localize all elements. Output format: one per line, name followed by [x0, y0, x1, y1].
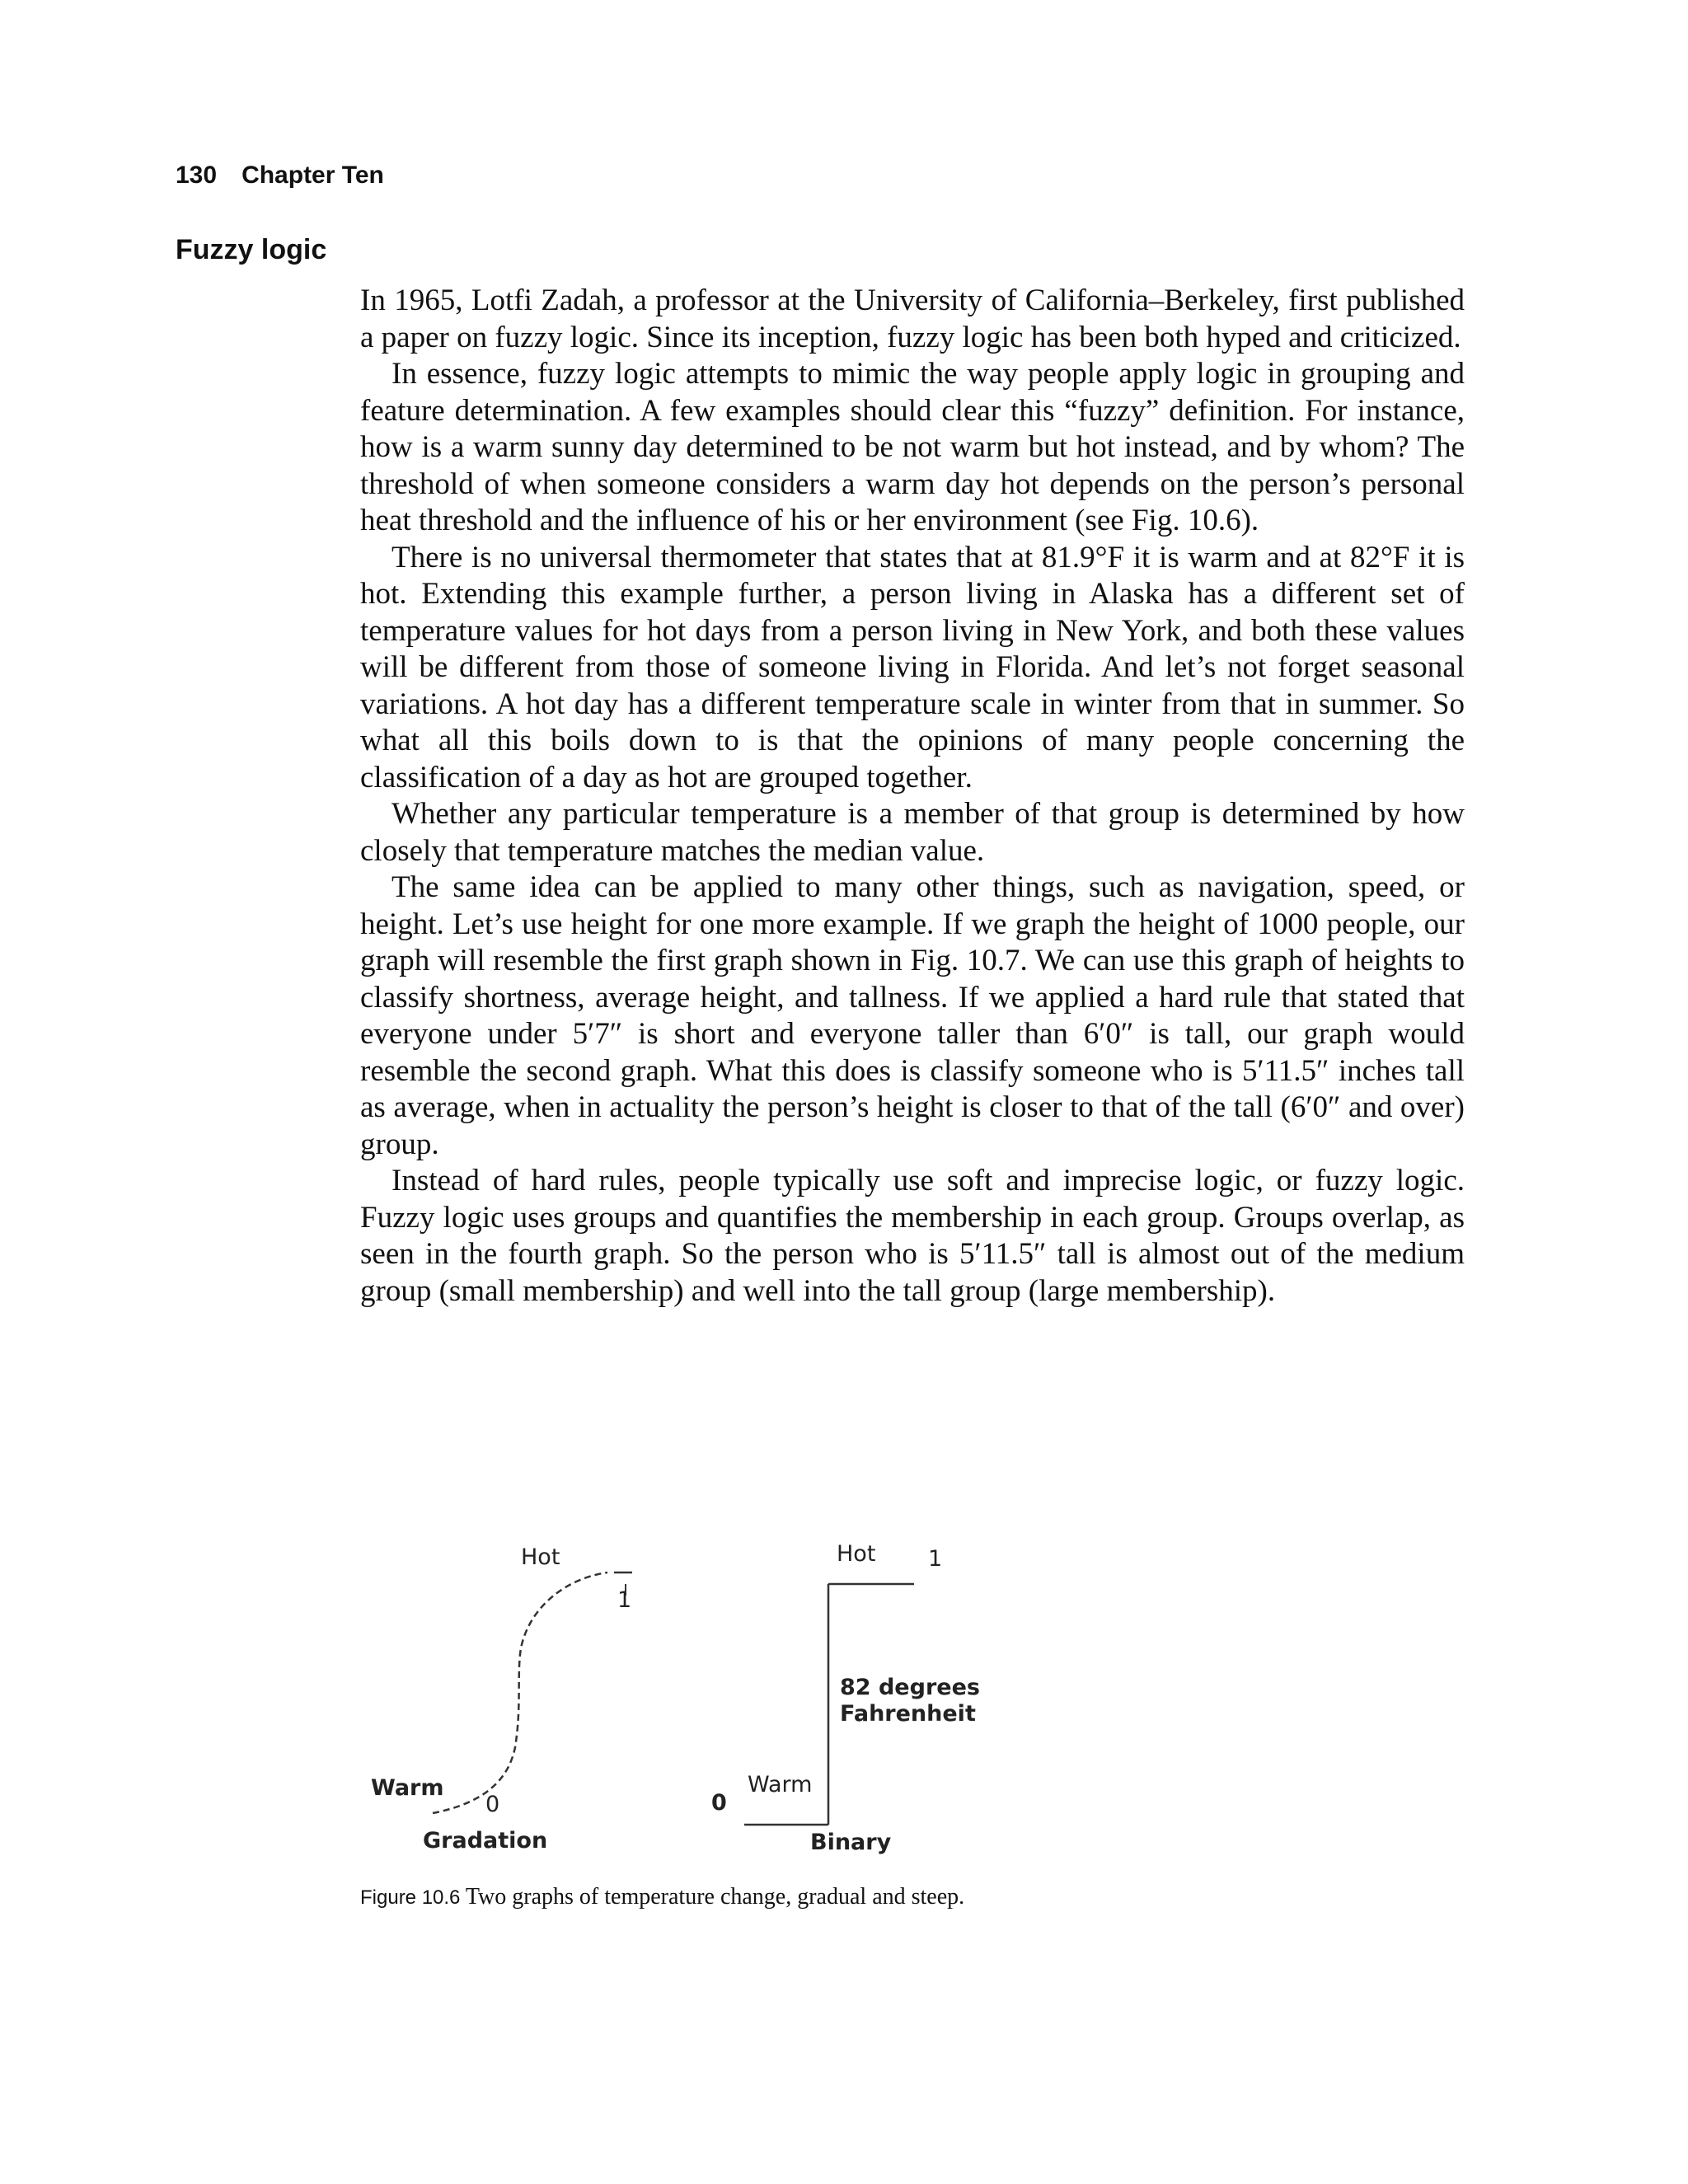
binary-one-label: 1 [928, 1546, 943, 1572]
binary-threshold-line1: 82 degrees [840, 1675, 980, 1700]
gradation-zero-label: 0 [485, 1792, 500, 1817]
gradation-title: Gradation [423, 1828, 548, 1854]
figure-caption [360, 1884, 980, 1911]
paragraph: In 1965, Lotfi Zadah, a professor at the University of California–Berkeley, first published a paper on fuzzy logic. Since its inception, fuzzy logic has been both hyped and criticized. [360, 284, 1465, 354]
gradation-warm-label: Warm [371, 1775, 444, 1801]
binary-hot-label: Hot [837, 1541, 876, 1567]
binary-title: Binary [810, 1830, 892, 1855]
section-heading: Fuzzy logic [176, 234, 327, 265]
body-text [360, 283, 1465, 1310]
paragraph: There is no universal thermometer that states that at 81.9°F it is warm and at 82°F it is hot. Extending this example further, a person living in Alaska has a different set of temperature values for hot days from a person living in New York, and both these values will be different from those of someone living in Florida. And let’s not forget seasonal variations. A hot day has a different temperature scale in winter from that in summer. So what all this boils down to is that the opinions of many people concerning the classification of a day as hot are grouped together. [360, 540, 1465, 794]
paragraph: Whether any particular temperature is a member of that group is determined by how closely that temperature matches the median value. [360, 797, 1465, 868]
gradation-one-label: 1 [617, 1587, 632, 1613]
figure-caption-label: Figure 10.6 [360, 1886, 461, 1909]
binary-warm-label: Warm [748, 1772, 813, 1797]
chapter-title: Chapter Ten [241, 162, 384, 189]
binary-threshold-line2: Fahrenheit [840, 1701, 976, 1727]
paragraph: The same idea can be applied to many other things, such as navigation, speed, or height. Let’s use height for one more example. If we graph the height of 1000 people, our graph will resemble the first graph shown in Fig. 10.7. We can use this graph of heights to classify shortness, average height, and tallness. If we applied a hard rule that stated that everyone under 5′7″ is short and everyone taller than 6′0″ is tall, our graph would resemble the second graph. What this does is classify someone who is 5′11.5″ inches tall as average, when in actuality the person’s height is closer to that of the tall (6′0″ and over) group. [360, 870, 1465, 1161]
figure-caption-text: Two graphs of temperature change, gradual and steep. [465, 1884, 965, 1910]
paragraph: Instead of hard rules, people typically use soft and imprecise logic, or fuzzy logic. Fuzzy logic uses groups and quantifies the membership in each group. Groups overlap, as seen in the fourth graph. So the person who is 5′11.5″ tall is almost out of the medium group (small membership) and well into the tall group (large membership). [360, 1164, 1465, 1308]
gradation-hot-label: Hot [521, 1544, 560, 1570]
gradation-curve [433, 1572, 607, 1813]
running-header [176, 162, 384, 190]
binary-zero-label: 0 [711, 1790, 727, 1816]
figure-10-6 [360, 1541, 987, 1855]
paragraph: In essence, fuzzy logic attempts to mimic the way people apply logic in grouping and feature determination. A few examples should clear this “fuzzy” definition. For instance, how is a warm sunny day determined to be not warm but hot instead, and by whom? The threshold of when someone considers a warm day hot depends on the person’s personal heat threshold and the influence of his or her environment (see Fig. 10.6). [360, 357, 1465, 537]
page-number: 130 [176, 162, 218, 189]
